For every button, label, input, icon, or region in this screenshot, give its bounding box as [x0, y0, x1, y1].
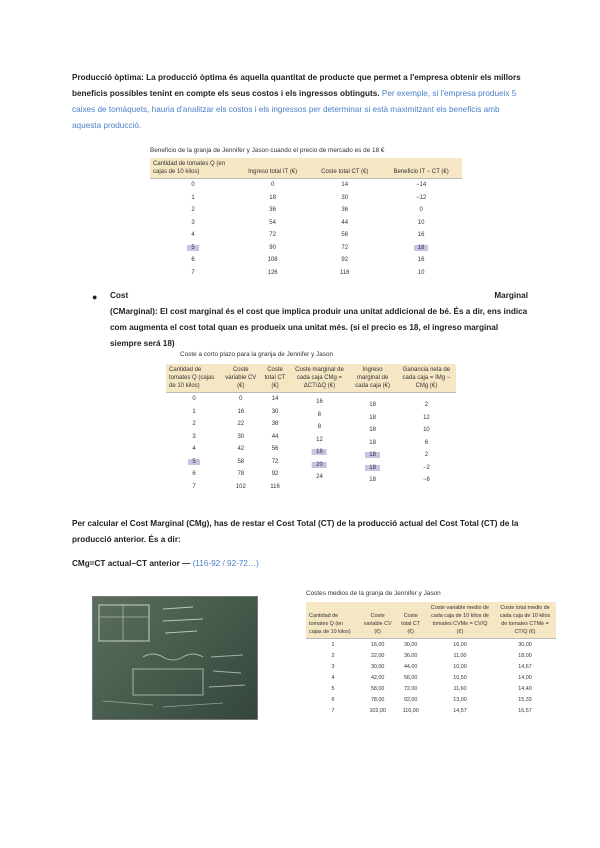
- table-cell-value: 30: [271, 408, 279, 415]
- table-cell: [309, 192, 380, 205]
- table-cell-value: 18,00: [518, 652, 532, 659]
- table-cell: [306, 661, 360, 672]
- marginal-cost-bullet: [110, 288, 528, 352]
- table-cell: [309, 242, 380, 255]
- table-cell: [380, 179, 462, 192]
- table-cell: [236, 204, 309, 217]
- table-cell-value: 72: [341, 244, 349, 251]
- table-cell-value: 56,00: [403, 674, 418, 681]
- table-row: [306, 705, 556, 716]
- table-row: [150, 179, 462, 192]
- table-cell: [222, 456, 260, 469]
- marginal-cost-value: 8: [317, 424, 322, 430]
- table-cell-value: 72,00: [403, 685, 418, 692]
- table-cell-value: 16,57: [518, 707, 532, 714]
- table-cell: [360, 661, 395, 672]
- table-row: [150, 229, 462, 242]
- table-cell-value: 7: [191, 269, 195, 276]
- table-cell-value: 30,00: [370, 663, 385, 670]
- table-cell: [360, 694, 395, 705]
- table-cell: [309, 179, 380, 192]
- marginal-cost-cell: [290, 443, 348, 456]
- marginal-cost-value: 6: [317, 411, 322, 418]
- table-cell: [150, 217, 236, 230]
- table-cell-value: 16,00: [370, 641, 385, 648]
- marginal-cost-table: [166, 364, 456, 493]
- table-cell-value: 30,00: [403, 641, 418, 648]
- table3-header-total-cost: Coste total CT (€): [395, 602, 426, 639]
- table3-header-avg-total-cost: Coste total medio de cada caja de 10 kilos de tomates CTMe = CT/Q (€): [494, 602, 556, 639]
- table-cell: [236, 254, 309, 267]
- table-cell-value: 126: [267, 269, 278, 276]
- table3-header-variable-cost: Coste variable CV (€): [360, 602, 395, 639]
- table-cell: [236, 179, 309, 192]
- table-cell: [494, 650, 556, 661]
- table2-caption: Coste a corto plazo para la granja de Jennifer y Jason: [180, 351, 334, 358]
- table-row: [306, 661, 556, 672]
- table-cell: [426, 639, 494, 651]
- table-cell-value: 6: [331, 696, 335, 703]
- marginal-cost-cell: [290, 418, 348, 431]
- table-row: [150, 242, 462, 255]
- table-cell: [380, 229, 462, 242]
- table-cell-value: 10,00: [453, 663, 467, 670]
- table-cell-value: 18: [414, 245, 429, 251]
- table-cell: [494, 683, 556, 694]
- table-cell-value: 92: [341, 257, 349, 264]
- table-cell-value: 11,60: [453, 685, 467, 692]
- table-cell: [494, 694, 556, 705]
- table-row: [306, 672, 556, 683]
- table-cell-value: −12: [416, 194, 427, 201]
- table2-header-marginal-income: Ingreso marginal de cada caja (€): [348, 364, 396, 393]
- net-gain-value: −6: [422, 477, 430, 484]
- marginal-income-value: 18: [369, 439, 376, 446]
- table-cell: [166, 393, 222, 406]
- table-row: [150, 254, 462, 267]
- marginal-cost-cell: [290, 468, 348, 481]
- table-cell: [222, 418, 260, 431]
- table2-header-quantity: Cantidad de tomates Q (cajas de 10 kilos): [166, 364, 222, 393]
- table-cell: [236, 242, 309, 255]
- table-cell-value: 5: [187, 245, 198, 251]
- table-cell: [236, 267, 309, 280]
- formula-example: (116-92 / 92-72…): [192, 559, 259, 568]
- table-cell: [150, 204, 236, 217]
- table-cell-value: 108: [267, 257, 278, 264]
- marginal-income-value: 18: [369, 402, 376, 409]
- table-cell-value: 22,00: [370, 652, 385, 659]
- table-cell: [380, 192, 462, 205]
- table1-caption: Beneficio de la granja de Jennifer y Jason cuando el precio de mercado es de 18 €: [150, 147, 385, 154]
- table-row: [150, 217, 462, 230]
- table-cell-value: 36,00: [403, 652, 418, 659]
- table-cell: [166, 431, 222, 444]
- table-cell: [260, 468, 291, 481]
- net-gain-cell: [397, 393, 456, 409]
- table1-header-quantity: Cantidad de tomates Q (en cajas de 10 kilos): [150, 158, 236, 179]
- marginal-income-value: 18: [365, 452, 380, 458]
- table-cell-value: 54: [269, 219, 276, 226]
- table-cell: [306, 650, 360, 661]
- bullet-word-cost: Cost: [110, 291, 129, 300]
- table-cell-value: 0: [192, 396, 196, 403]
- marginal-income-value: 18: [369, 414, 376, 421]
- table-cell: [494, 705, 556, 716]
- table1-header-cost: Coste total CT (€): [309, 158, 380, 179]
- table-cell: [306, 705, 360, 716]
- table-cell-value: 14: [271, 396, 279, 403]
- table1-header-profit: Beneficio IT − CT (€): [380, 158, 462, 179]
- table-row: [306, 694, 556, 705]
- table-cell-value: 36: [269, 207, 276, 214]
- table-cell: [380, 204, 462, 217]
- table-cell-value: 15,33: [518, 696, 532, 703]
- net-gain-value: 10: [423, 427, 430, 434]
- table-cell: [426, 672, 494, 683]
- table-cell-value: 18: [269, 194, 276, 201]
- table-cell: [395, 650, 426, 661]
- table-cell: [426, 650, 494, 661]
- table2-header-marginal-cost: Coste marginal de cada caja CMg = ΔCT/ΔQ (€): [290, 364, 348, 393]
- table-cell: [395, 661, 426, 672]
- table-cell-value: 16,00: [453, 641, 467, 648]
- table-cell-value: 102,00: [369, 707, 386, 714]
- table-cell: [395, 672, 426, 683]
- table-cell-value: 58,00: [370, 685, 385, 692]
- table-cell-value: 42: [237, 446, 245, 453]
- table-row: [306, 650, 556, 661]
- table-cell-value: 7: [331, 707, 335, 714]
- table-cell: [360, 683, 395, 694]
- marginal-income-cell: [348, 393, 396, 409]
- table-cell-value: 56: [341, 232, 349, 239]
- table-cell: [222, 443, 260, 456]
- table-cell: [260, 431, 291, 444]
- table-cell: [150, 192, 236, 205]
- table-row: [150, 204, 462, 217]
- table-cell: [306, 683, 360, 694]
- table1-header-income: Ingreso total IT (€): [236, 158, 309, 179]
- table-cell: [494, 672, 556, 683]
- table-cell-value: 14,00: [518, 674, 532, 681]
- table-cell-value: 3: [191, 219, 195, 226]
- table-cell-value: 10: [417, 219, 425, 226]
- net-gain-value: 6: [424, 439, 429, 446]
- table-cell: [395, 705, 426, 716]
- table-cell-value: 6: [192, 471, 196, 478]
- table-cell: [150, 242, 236, 255]
- marginal-cost-value: 12: [316, 436, 323, 443]
- table-cell: [395, 639, 426, 651]
- table-cell: [309, 254, 380, 267]
- table-cell: [380, 254, 462, 267]
- net-gain-value: 2: [424, 452, 429, 459]
- table-cell-value: 72: [271, 458, 279, 465]
- table-cell-value: 116,00: [402, 707, 419, 714]
- marginal-income-value: 18: [369, 477, 376, 484]
- table-cell: [426, 705, 494, 716]
- table-row: [166, 431, 456, 444]
- table-cell: [380, 217, 462, 230]
- table-cell: [494, 639, 556, 651]
- table-cell: [222, 481, 260, 494]
- table-cell-value: 92,00: [403, 696, 418, 703]
- table-cell: [426, 683, 494, 694]
- table-cell-value: 0: [191, 182, 195, 189]
- table-cell: [360, 639, 395, 651]
- table-cell: [360, 650, 395, 661]
- marginal-cost-cell: [290, 456, 348, 469]
- table-cell-value: 56: [271, 446, 279, 453]
- bullet-body: (CMarginal): El cost marginal és el cost que implica produir una unitat addicional de bé. És a dir, ens indica com augmenta el cost total quan es produeix una unitat més. (si el precio es 18, el ingreso marginal siempre será 18): [110, 307, 528, 348]
- table-cell-value: 116: [339, 269, 350, 276]
- marginal-income-value: 18: [365, 465, 380, 471]
- bullet-marker: ●: [92, 292, 98, 302]
- table-cell-value: 13,00: [453, 696, 467, 703]
- table-cell-value: 116: [270, 483, 280, 490]
- table-cell: [236, 229, 309, 242]
- table-row: [306, 639, 556, 651]
- table-cell: [360, 672, 395, 683]
- table-cell: [222, 393, 260, 406]
- intro-bold-text: Producció òptima: La producció òptima és aquella quantitat de producte que permet a l'empresa obtenir els millors beneficis possibles tenint en compte els seus costos i els ingressos obtinguts.: [72, 73, 521, 98]
- table-cell-value: 10,50: [453, 674, 467, 681]
- table-cell: [222, 431, 260, 444]
- table-cell: [309, 217, 380, 230]
- table-cell-value: 16: [237, 408, 245, 415]
- table-cell-value: −14: [416, 182, 427, 189]
- table-cell: [306, 639, 360, 651]
- marginal-cost-cell: [290, 481, 348, 494]
- intro-paragraph: [72, 70, 528, 134]
- formula-text: CMg=CT actual−CT anterior —: [72, 559, 191, 568]
- table-cell-value: 90: [269, 244, 276, 251]
- blackboard-photo: [92, 596, 258, 720]
- table-cell-value: 78,00: [370, 696, 385, 703]
- net-gain-value: 2: [424, 402, 429, 409]
- table3-header-avg-variable-cost: Coste variable medio de cada caja de 10 kilos de tomates CVMe = CV/Q (€): [426, 602, 494, 639]
- table-cell-value: 30: [341, 194, 349, 201]
- table-row: [166, 481, 456, 494]
- table-cell: [426, 694, 494, 705]
- table-row: [166, 443, 456, 456]
- table-cell: [166, 456, 222, 469]
- table-row: [150, 267, 462, 280]
- table-cell: [494, 661, 556, 672]
- table2-header-total-cost: Coste total CT (€): [260, 364, 291, 393]
- table-cell: [260, 481, 291, 494]
- table-row: [166, 393, 456, 406]
- table-cell-value: 44,00: [403, 663, 418, 670]
- table-cell-value: 4: [331, 674, 335, 681]
- table-cell-value: 4: [192, 446, 196, 453]
- table-cell-value: 30,00: [518, 641, 532, 648]
- table-cell-value: 1: [191, 194, 195, 201]
- table-cell: [166, 418, 222, 431]
- net-gain-value: −2: [422, 464, 430, 471]
- table-cell: [222, 468, 260, 481]
- table-row: [166, 456, 456, 469]
- table-cell-value: 0: [419, 207, 423, 214]
- table-cell-value: 3: [192, 433, 196, 440]
- table-cell: [260, 393, 291, 406]
- table-cell-value: 10: [417, 269, 425, 276]
- table-cell-value: 42,00: [370, 674, 385, 681]
- marginal-cost-cell: [290, 431, 348, 444]
- table-cell-value: 22: [237, 421, 245, 428]
- table-cell-value: 11,00: [453, 652, 467, 659]
- table-cell: [150, 267, 236, 280]
- table-cell-value: 102: [235, 483, 246, 490]
- table-cell: [380, 242, 462, 255]
- table-cell: [260, 443, 291, 456]
- table-cell-value: 14: [341, 182, 349, 189]
- table-cell-value: 5: [188, 459, 199, 465]
- table-cell: [360, 705, 395, 716]
- formula-line: [72, 556, 528, 572]
- table-cell-value: 78: [237, 471, 245, 478]
- table-cell-value: 7: [192, 483, 196, 490]
- table-cell: [222, 406, 260, 419]
- table-cell: [309, 204, 380, 217]
- table2-header-variable-cost: Coste variable CV (€): [222, 364, 260, 393]
- table-cell: [166, 406, 222, 419]
- marginal-cost-cell: [290, 406, 348, 419]
- table-cell-value: 4: [191, 232, 195, 239]
- table-cell-value: 5: [331, 685, 335, 692]
- table-cell-value: 6: [191, 257, 195, 264]
- table-cell-value: 36: [271, 421, 279, 428]
- table-row: [166, 468, 456, 481]
- table-cell: [260, 418, 291, 431]
- table-cell-value: 16: [417, 232, 425, 239]
- table-cell: [306, 694, 360, 705]
- table-cell: [395, 683, 426, 694]
- table3-header-quantity: Cantidad de tomates Q (en cajas de 10 kilos): [306, 602, 360, 639]
- table-cell-value: 14,67: [518, 663, 532, 670]
- table-cell: [260, 406, 291, 419]
- table-cell-value: 3: [331, 663, 335, 670]
- table-cell-value: 44: [341, 219, 349, 226]
- table-cell: [166, 481, 222, 494]
- table-cell-value: 0: [239, 396, 243, 403]
- table-cell-value: 92: [271, 471, 279, 478]
- table-cell: [150, 229, 236, 242]
- table-cell-value: 2: [192, 421, 196, 428]
- formula-intro: Per calcular el Cost Marginal (CMg), has de restar el Cost Total (CT) de la producció actual del Cost Total (CT) de la producció anterior. És a dir:: [72, 519, 519, 544]
- marginal-cost-value: 16: [316, 399, 323, 405]
- table-row: [166, 418, 456, 431]
- marginal-cost-cell: [290, 393, 348, 406]
- table-cell-value: 30: [237, 433, 245, 440]
- table-cell-value: 1: [331, 641, 335, 648]
- table-cell-value: 14,57: [453, 707, 467, 714]
- table-cell: [309, 267, 380, 280]
- table-cell: [150, 179, 236, 192]
- profit-table: [150, 158, 462, 279]
- average-cost-table: [306, 602, 556, 716]
- table-cell: [236, 217, 309, 230]
- marginal-cost-value: 16: [312, 449, 327, 455]
- marginal-cost-value: 20: [312, 462, 327, 468]
- table-row: [166, 406, 456, 419]
- table3-caption: Costes medios de la granja de Jennifer y Jason: [306, 590, 441, 597]
- marginal-income-value: 18: [369, 427, 376, 434]
- table-cell: [166, 468, 222, 481]
- bullet-word-marginal: Marginal: [494, 291, 528, 300]
- table-cell-value: 2: [191, 207, 195, 214]
- table-cell-value: 1: [192, 408, 196, 415]
- table2-header-net-gain: Ganancia neta de cada caja = IMg − CMg (€): [397, 364, 456, 393]
- intro-example-text: Per exemple, si l'empresa produeix 5 caixes de tomàquets, hauria d'analitzar els costos i els ingressos per determinar si està maximitzant els beneficis amb aquesta producció.: [72, 89, 517, 130]
- table-cell-value: 72: [269, 232, 276, 239]
- table-cell: [166, 443, 222, 456]
- marginal-cost-value: 24: [316, 474, 323, 480]
- table-cell-value: 16: [417, 257, 425, 264]
- table-cell: [260, 456, 291, 469]
- table-cell: [309, 229, 380, 242]
- table-row: [150, 192, 462, 205]
- table-row: [306, 683, 556, 694]
- net-gain-value: 12: [423, 414, 430, 421]
- table-cell-value: 58: [237, 458, 245, 465]
- table-cell: [150, 254, 236, 267]
- table-cell: [380, 267, 462, 280]
- table-cell-value: 44: [271, 433, 279, 440]
- table-cell-value: 2: [331, 652, 335, 659]
- table-cell: [395, 694, 426, 705]
- table-cell: [426, 661, 494, 672]
- table-cell-value: 14,40: [518, 685, 532, 692]
- table-cell: [236, 192, 309, 205]
- table-cell-value: 36: [341, 207, 349, 214]
- table-cell-value: 0: [270, 182, 275, 189]
- table-cell: [306, 672, 360, 683]
